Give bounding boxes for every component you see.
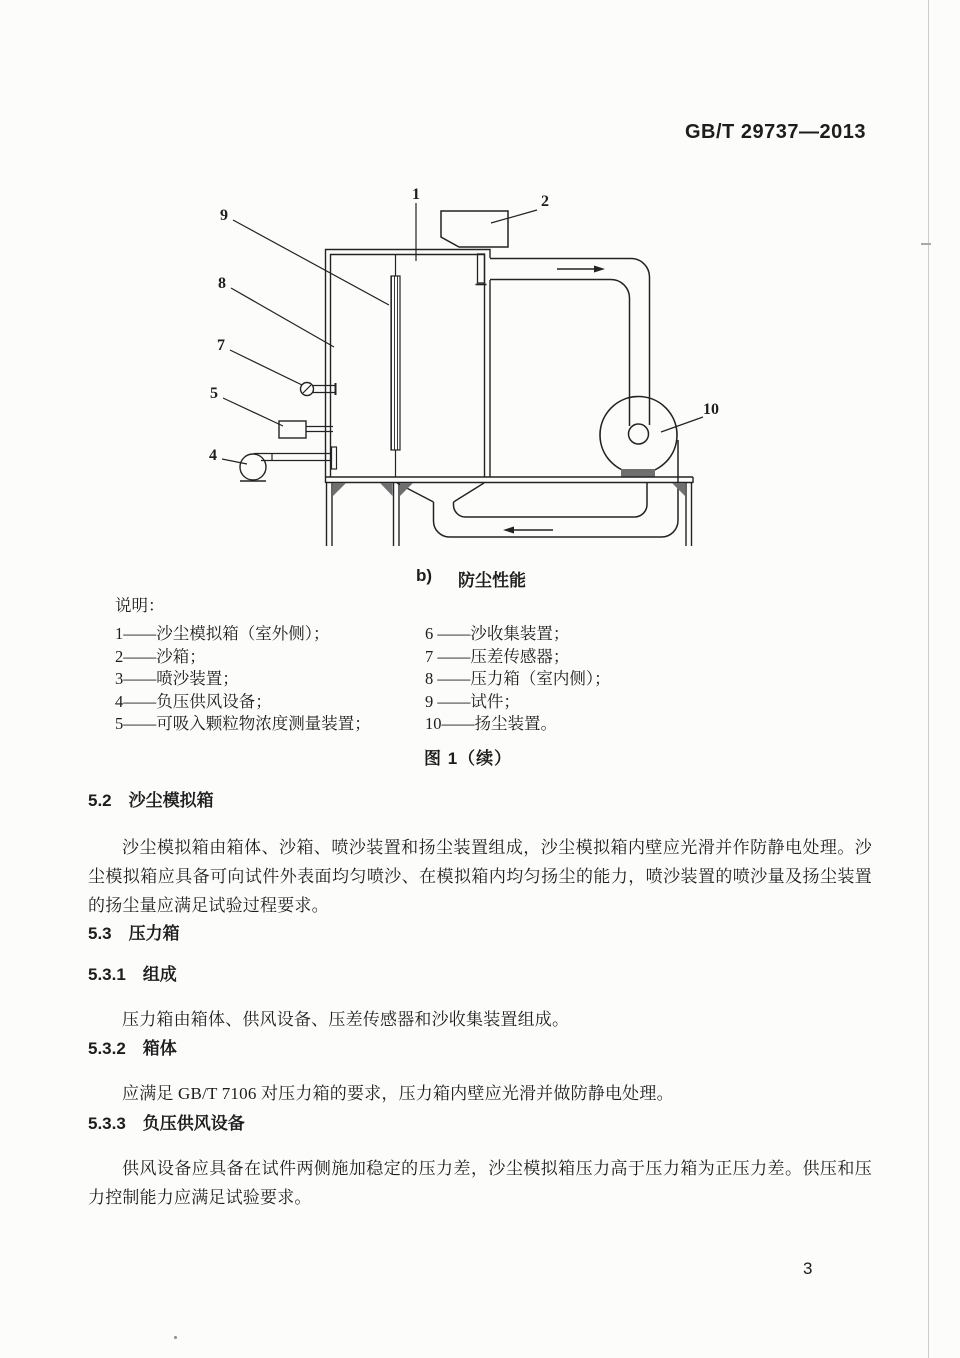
scan-edge-line [928, 0, 929, 1358]
section-paragraph-5-2: 沙尘模拟箱由箱体、沙箱、喷沙装置和扬尘装置组成，沙尘模拟箱内壁应光滑并作防静电处理。沙尘模拟箱应具备可向试件外表面均匀喷沙、在模拟箱内均匀扬尘的能力，喷沙装置的喷沙量及扬尘装置的扬尘量应满足试验过程要求。 [88, 838, 872, 915]
legend-item-2: 2——沙箱； [115, 646, 206, 666]
legend-column-right [425, 623, 685, 736]
figure-subcaption [416, 566, 526, 591]
sand-box-hopper [441, 211, 508, 247]
legend-item-9: 9 ——试件； [425, 691, 520, 711]
figure-subcaption-title: 防尘性能 [458, 571, 527, 590]
flow-arrow-left [503, 527, 553, 534]
legend-item-1: 1——沙尘模拟箱（室外侧）； [115, 624, 330, 643]
section-heading-5-3: 5.3 压力箱 [88, 924, 180, 943]
legend-title: 说明： [115, 596, 165, 615]
figure-legend [115, 592, 611, 733]
section-heading-5-3-2: 5.3.2 箱体 [88, 1039, 177, 1058]
page-number: 3 [803, 1259, 813, 1278]
legend-item-3: 3——喷沙装置； [115, 669, 239, 688]
legend-item-8: 8 ——压力箱（室内侧）； [425, 669, 611, 688]
legend-item-7: 7 ——压差传感器； [425, 646, 570, 666]
legend-column-left [115, 623, 415, 736]
flow-arrow-right [557, 266, 605, 273]
section-heading-5-3-1: 5.3.1 组成 [88, 965, 177, 984]
callout-10-dust-raising-device: 10 [703, 401, 719, 418]
negative-pressure-blower [240, 447, 337, 481]
callout-7-pressure-sensor: 7 [217, 337, 225, 354]
standard-number-header: GB/T 29737—2013 [685, 121, 866, 143]
lower-return-duct [434, 440, 679, 537]
section-heading-5-2: 5.2 沙尘模拟箱 [88, 791, 214, 810]
section-paragraph-5-3-2: 应满足 GB/T 7106 对压力箱的要求，压力箱内壁应光滑并做防静电处理。 [122, 1084, 674, 1103]
section-paragraph-5-3-1: 压力箱由箱体、供风设备、压差传感器和沙收集装置组成。 [122, 1010, 570, 1029]
dust-raising-fan [600, 397, 677, 478]
callout-8-pressure-box: 8 [218, 275, 226, 292]
callout-5-particle-meter: 5 [210, 385, 218, 402]
callout-1-sand-dust-chamber: 1 [412, 186, 420, 203]
legend-item-10: 10——扬尘装置。 [425, 714, 557, 733]
upper-return-duct [490, 259, 650, 427]
legend-item-5: 5——可吸入颗粒物浓度测量装置； [115, 714, 371, 733]
figure-subcaption-label: b) [416, 566, 433, 585]
callout-2-sand-box: 2 [541, 193, 549, 210]
specimen-panel [391, 254, 400, 477]
callout-9-specimen: 9 [220, 207, 228, 224]
scan-edge-tick [921, 243, 931, 245]
legend-item-4: 4——负压供风设备； [115, 691, 272, 711]
figure-1b-diagram [0, 0, 960, 580]
legend-item-6: 6 ——沙收集装置； [425, 624, 570, 643]
scan-speck [174, 1336, 177, 1339]
support-platform [326, 477, 694, 483]
section-paragraph-5-3-3: 供风设备应具备在试件两侧施加稳定的压力差，沙尘模拟箱压力高于压力箱为正压力差。供压和压力控制能力应满足试验要求。 [88, 1159, 872, 1207]
sand-spray-baffle [476, 254, 487, 285]
figure-caption: 图 1（续） [424, 749, 513, 768]
callout-leader-lines [222, 203, 703, 464]
section-heading-5-3-3: 5.3.3 负压供风设备 [88, 1114, 245, 1133]
body-text [88, 791, 872, 1212]
callout-4-negative-pressure-fan: 4 [209, 447, 217, 464]
leg-braces [333, 483, 685, 496]
